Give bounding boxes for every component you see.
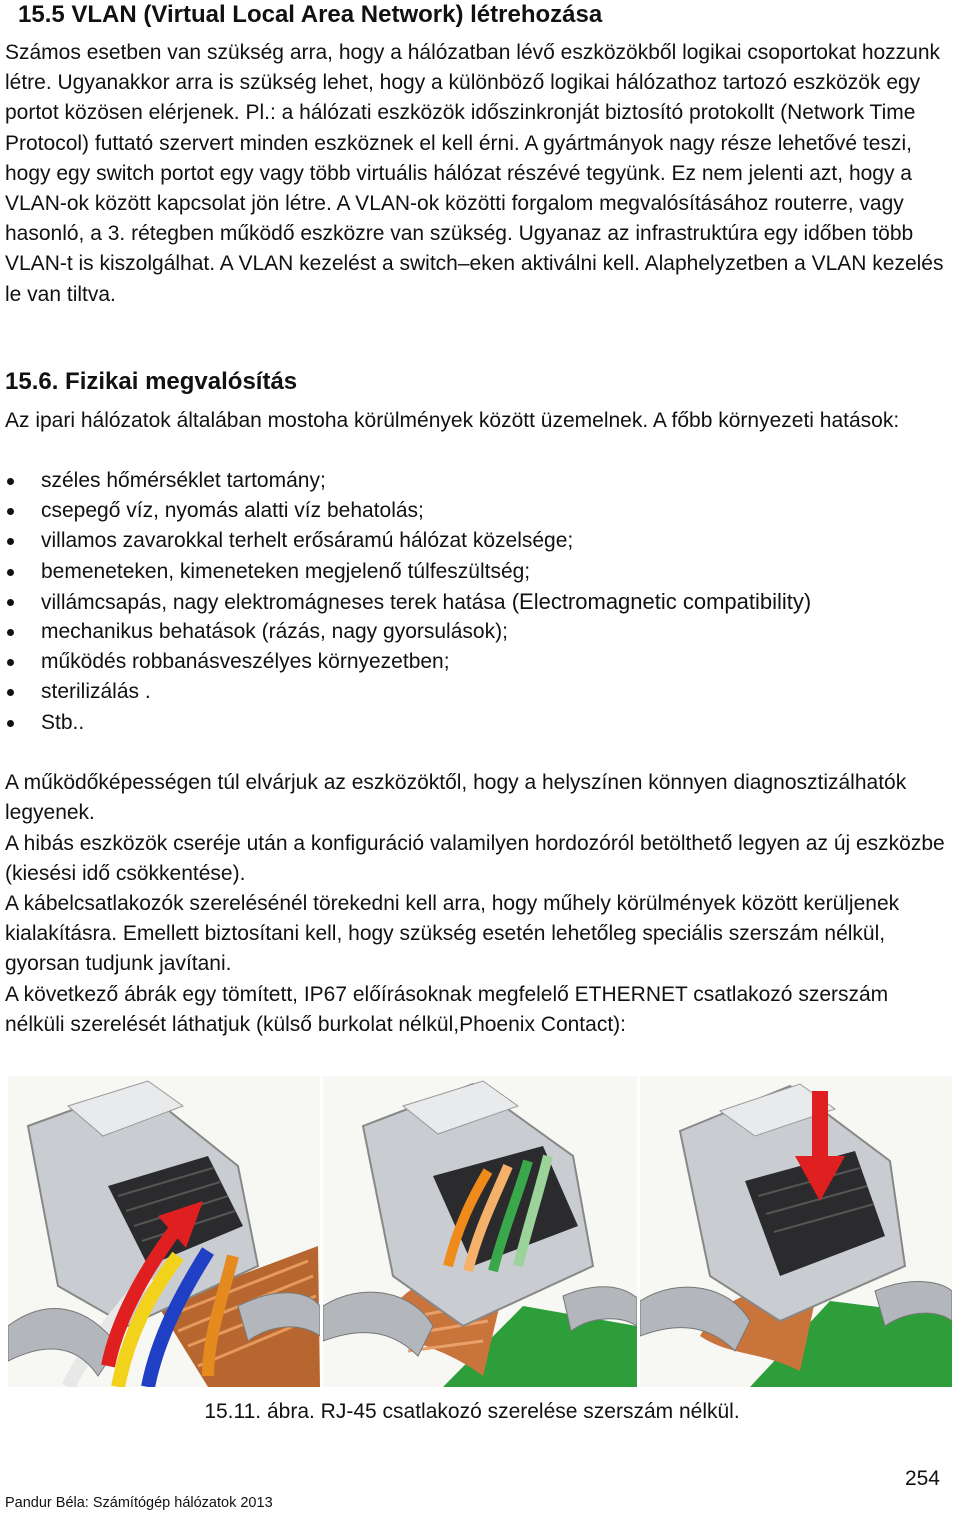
assembly-step-3-image: [640, 1076, 952, 1387]
paragraph-vlan: Számos esetben van szükség arra, hogy a hálózatban lévő eszközökből logikai csoportokat hozzunk létre. Ugyanakkor arra is szükség lehet, hogy a különböző logikai hálózathoz tartozó eszközök egy portot közösen elérjenek. Pl.: a hálózati eszközök időszinkronját biztosító protokollt (Network Time Protocol) futtató szervert minden eszköznek el kell érni. A gyártmányok nagy része lehetővé teszi, hogy egy switch portot egy vagy több virtuális hálózat részévé tegyünk. Ez nem jelenti azt, hogy a VLAN-ok között kapcsolat jön létre. A VLAN-ok közötti forgalom megvalósításához routerre, vagy hasonló, a 3. rétegben működő eszközre van szükség. Ugyanaz az infrastruktúra egy időben több VLAN-t is kiszolgálhat. A VLAN kezelést a switch–eken aktiválni kell. Alaphelyzetben a VLAN kezelés le van tiltva.: [5, 41, 944, 306]
emc-note: (Electromagnetic compatibility): [505, 588, 812, 614]
assembly-step-1-image: [8, 1076, 320, 1387]
list-item: mechanikus behatások (rázás, nagy gyorsulások);: [0, 617, 950, 647]
bullet-icon: [7, 569, 14, 576]
paragraph-configuration: A hibás eszközök cseréje után a konfiguráció valamilyen hordozóról betölthető legyen az új eszközbe (kiesési idő csökkentése).: [5, 832, 945, 886]
list-item: csepegő víz, nyomás alatti víz behatolás;: [0, 496, 950, 526]
figure-caption: 15.11. ábra. RJ-45 csatlakozó szerelése szerszám nélkül.: [204, 1400, 740, 1423]
list-item: Stb..: [0, 708, 950, 738]
bullet-icon: [7, 689, 14, 696]
list-item: villamos zavarokkal terhelt erősáramú hálózat közelsége;: [0, 526, 950, 556]
list-item: bemeneteken, kimeneteken megjelenő túlfeszültség;: [0, 557, 950, 587]
bullet-icon: [7, 508, 14, 515]
environment-list: [0, 466, 950, 738]
paragraph-diagnostics: A működőképességen túl elvárjuk az eszközöktől, hogy a helyszínen könnyen diagnosztizálhatók legyenek.: [5, 771, 907, 825]
assembly-step-2-image: [323, 1076, 637, 1387]
rj45-assembly-figure: [8, 1076, 952, 1387]
list-item: villámcsapás, nagy elektromágneses terek hatása (Electromagnetic compatibility): [0, 587, 950, 617]
bullet-icon: [7, 629, 14, 636]
bullet-icon: [7, 659, 14, 666]
page-footer: Pandur Béla: Számítógép hálózatok 2013: [5, 1495, 273, 1511]
bullet-icon: [7, 720, 14, 727]
paragraph-figures-intro: A következő ábrák egy tömített, IP67 előírásoknak megfelelő ETHERNET csatlakozó szerszám nélküli szerelését láthatjuk (külső burkolat nélkül,Phoenix Contact):: [5, 983, 889, 1037]
section-heading-physical: 15.6. Fizikai megvalósítás: [5, 368, 298, 395]
list-item: sterilizálás .: [0, 677, 950, 707]
list-item: széles hőmérséklet tartomány;: [0, 466, 950, 496]
bullet-icon: [7, 478, 14, 485]
section-heading-vlan: 15.5 VLAN (Virtual Local Area Network) létrehozása: [18, 1, 603, 28]
bullet-icon: [7, 538, 14, 545]
paragraph-environment: Az ipari hálózatok általában mostoha körülmények között üzemelnek. A főbb környezeti hatások:: [5, 409, 900, 432]
paragraph-connectors: A kábelcsatlakozók szerelésénél törekedni kell arra, hogy műhely körülmények között kerüljenek kialakításra. Emellett biztosítani kell, hogy szükség esetén lehetőleg speciális szerszám nélkül, gyorsan tudjunk javítani.: [5, 892, 900, 976]
bullet-icon: [7, 599, 14, 606]
page-number: 254: [904, 1467, 940, 1490]
list-item: működés robbanásveszélyes környezetben;: [0, 647, 950, 677]
